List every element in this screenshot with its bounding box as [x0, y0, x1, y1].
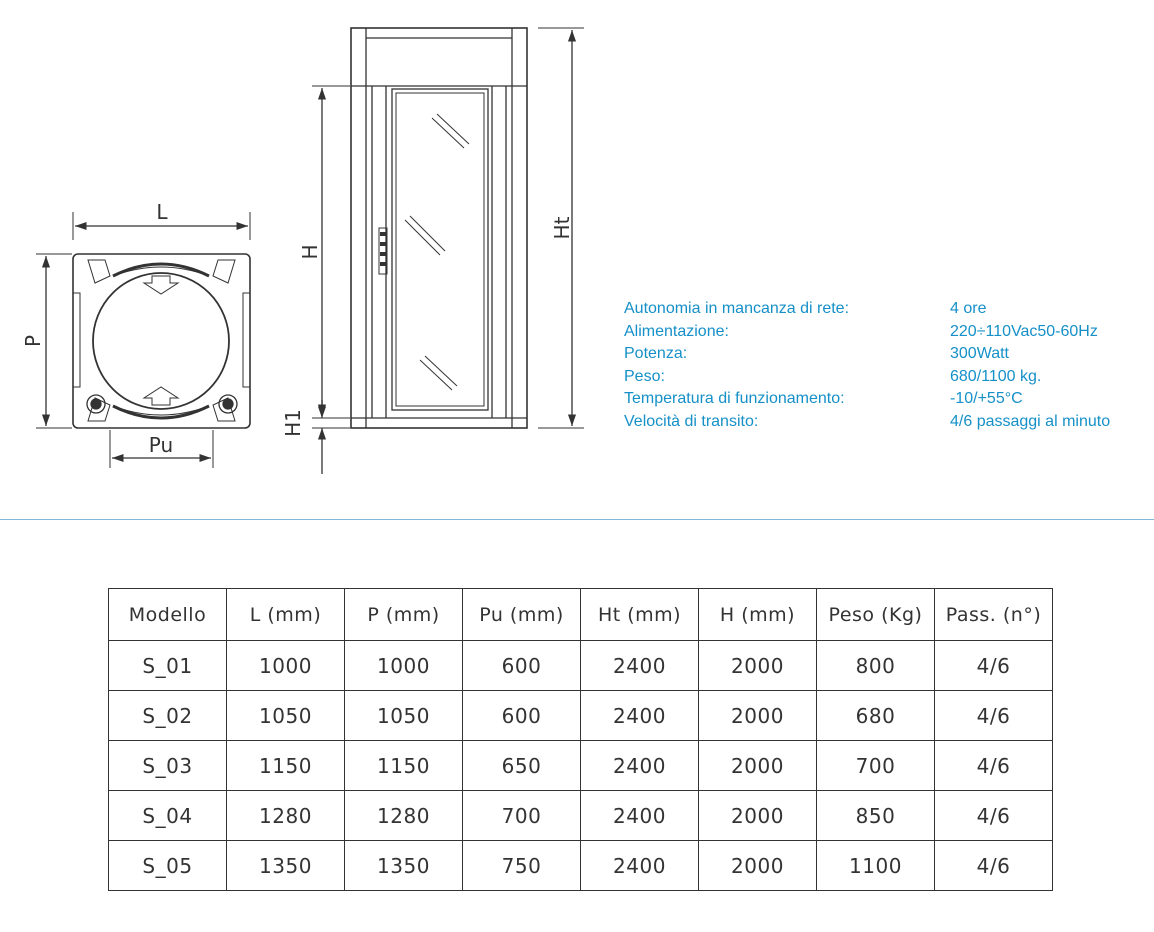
side-panel-right	[243, 293, 250, 387]
table-cell: 680	[817, 691, 935, 741]
table-cell: S_01	[109, 641, 227, 691]
table-cell: S_05	[109, 841, 227, 891]
table-cell: 850	[817, 791, 935, 841]
table-cell: 1050	[227, 691, 345, 741]
column-header: Pu (mm)	[463, 589, 581, 641]
spec-value: 680/1100 kg.	[950, 367, 1042, 385]
table-cell: 4/6	[935, 841, 1053, 891]
spec-row	[624, 366, 1110, 389]
table-cell: 2400	[581, 741, 699, 791]
table-cell: 1150	[227, 741, 345, 791]
table-cell: 600	[463, 641, 581, 691]
table-cell: 1350	[345, 841, 463, 891]
spec-label: Peso:	[624, 367, 665, 385]
table-cell: 1280	[227, 791, 345, 841]
table-cell: 800	[817, 641, 935, 691]
table-cell: 1100	[817, 841, 935, 891]
table-cell: 2000	[699, 741, 817, 791]
label-h: H	[298, 244, 322, 260]
spec-value: 220÷110Vac50-60Hz	[950, 322, 1098, 340]
table-cell: S_03	[109, 741, 227, 791]
section-divider	[0, 519, 1154, 520]
table-cell: 700	[463, 791, 581, 841]
table-row	[109, 841, 1053, 891]
column-header: P (mm)	[345, 589, 463, 641]
rotating-cylinder	[93, 273, 229, 409]
table-cell: 1000	[345, 641, 463, 691]
table-cell: 4/6	[935, 741, 1053, 791]
spec-value: -10/+55°C	[950, 390, 1023, 407]
door-arc-top	[113, 264, 209, 276]
table-cell: 600	[463, 691, 581, 741]
label-p: P	[21, 334, 45, 348]
spec-label: Alimentazione:	[624, 322, 729, 340]
label-pu: Pu	[148, 433, 174, 457]
spec-value: 4 ore	[950, 300, 987, 317]
door-arc-bottom	[113, 406, 209, 418]
table-cell: 2000	[699, 691, 817, 741]
column-header: Modello	[109, 589, 227, 641]
column-header: H (mm)	[699, 589, 817, 641]
table-cell: 2400	[581, 791, 699, 841]
table-row	[109, 791, 1053, 841]
spec-value: 300Watt	[950, 345, 1009, 362]
plan-view	[36, 212, 250, 468]
table-row	[109, 691, 1053, 741]
spec-row	[624, 388, 1110, 411]
elevation-frame	[351, 28, 527, 428]
elevation-view	[312, 28, 584, 474]
table-cell: 4/6	[935, 641, 1053, 691]
label-l: L	[156, 200, 168, 224]
spec-label: Autonomia in mancanza di rete:	[624, 300, 850, 317]
table-cell: 2400	[581, 641, 699, 691]
column-header: Pass. (n°)	[935, 589, 1053, 641]
spec-label: Potenza:	[624, 345, 688, 362]
table-cell: 4/6	[935, 691, 1053, 741]
table-cell: S_04	[109, 791, 227, 841]
spec-row	[624, 298, 1110, 321]
models-table	[108, 588, 1053, 891]
table-cell: 1000	[227, 641, 345, 691]
spec-label: Temperatura di funzionamento:	[624, 390, 845, 407]
table-cell: 1050	[345, 691, 463, 741]
specifications-list	[624, 298, 1110, 433]
table-row	[109, 741, 1053, 791]
table-cell: 750	[463, 841, 581, 891]
table-cell: 650	[463, 741, 581, 791]
table-cell: S_02	[109, 691, 227, 741]
column-header: L (mm)	[227, 589, 345, 641]
table-cell: 2000	[699, 841, 817, 891]
arrow-up-icon	[144, 387, 178, 405]
table-cell: 2000	[699, 641, 817, 691]
table-cell: 2000	[699, 791, 817, 841]
table-cell: 1150	[345, 741, 463, 791]
table-cell: 1350	[227, 841, 345, 891]
table-cell: 700	[817, 741, 935, 791]
spec-row	[624, 343, 1110, 366]
spec-row	[624, 411, 1110, 434]
spec-label: Velocità di transito:	[624, 412, 759, 430]
arrow-down-icon	[144, 276, 178, 294]
side-panel-left	[73, 293, 80, 387]
table-cell: 2400	[581, 691, 699, 741]
label-h1: H1	[281, 409, 305, 437]
table-cell: 2400	[581, 841, 699, 891]
column-header: Peso (Kg)	[817, 589, 935, 641]
table-cell: 1280	[345, 791, 463, 841]
label-ht: Ht	[550, 216, 574, 240]
table-header-row	[109, 589, 1053, 641]
table-row	[109, 641, 1053, 691]
spec-row	[624, 321, 1110, 344]
glass-door	[392, 89, 488, 410]
spec-value: 4/6 passaggi al minuto	[950, 412, 1111, 430]
table-cell: 4/6	[935, 791, 1053, 841]
column-header: Ht (mm)	[581, 589, 699, 641]
